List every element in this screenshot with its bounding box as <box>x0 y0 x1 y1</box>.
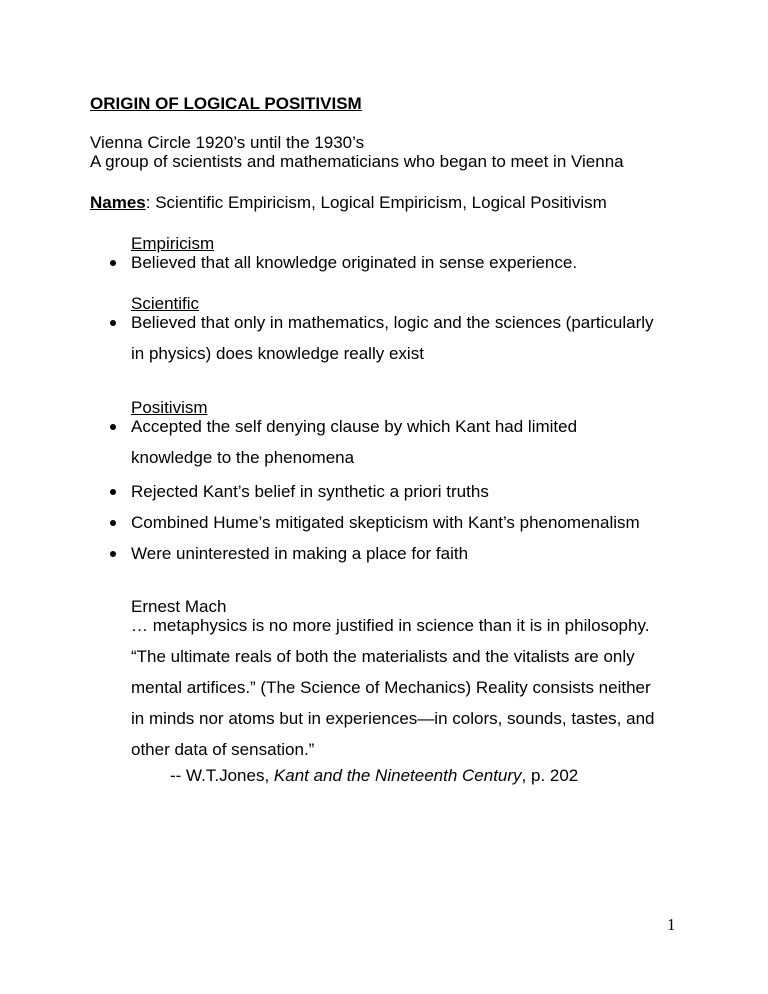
mach-quote-line-5: other data of sensation.” <box>131 740 315 759</box>
bullet-icon <box>110 489 116 495</box>
mach-quote-line-2: “The ultimate reals of both the materialists and the vitalists are only <box>131 647 635 666</box>
citation-prefix: -- W.T.Jones, <box>170 766 274 785</box>
intro-line-2: A group of scientists and mathematicians who began to meet in Vienna <box>90 152 624 171</box>
names-text: : Scientific Empiricism, Logical Empiricism, Logical Positivism <box>145 193 607 212</box>
citation <box>170 766 578 786</box>
names-label: Names <box>90 193 146 212</box>
positivism-heading: Positivism <box>131 398 208 417</box>
scientific-bullet-line-1: Believed that only in mathematics, logic and the sciences (particularly <box>131 313 654 332</box>
bullet-icon <box>110 320 116 326</box>
positivism-bullet-3: Combined Hume’s mitigated skepticism with Kant’s phenomenalism <box>131 513 640 532</box>
empiricism-heading: Empiricism <box>131 234 215 253</box>
names-line <box>90 193 607 213</box>
mach-quote-line-4: in minds nor atoms but in experiences—in colors, sounds, tastes, and <box>131 709 655 728</box>
bullet-icon <box>110 520 116 526</box>
intro-line-1: Vienna Circle 1920’s until the 1930’s <box>90 133 365 152</box>
bullet-icon <box>110 260 116 266</box>
citation-suffix: , p. 202 <box>521 766 579 785</box>
citation-book-title: Kant and the Nineteenth Century <box>273 766 522 785</box>
positivism-bullet-1-line-1: Accepted the self denying clause by which Kant had limited <box>131 417 578 436</box>
scientific-bullet-line-2: in physics) does knowledge really exist <box>131 344 424 363</box>
scientific-heading: Scientific <box>131 294 200 313</box>
bullet-icon <box>110 424 116 430</box>
mach-name: Ernest Mach <box>131 597 227 616</box>
empiricism-bullet: Believed that all knowledge originated in sense experience. <box>131 253 578 272</box>
positivism-bullet-4: Were uninterested in making a place for faith <box>131 544 469 563</box>
mach-quote-line-3: mental artifices.” (The Science of Mechanics) Reality consists neither <box>131 678 651 697</box>
positivism-bullet-2: Rejected Kant’s belief in synthetic a priori truths <box>131 482 489 501</box>
page-title: ORIGIN OF LOGICAL POSITIVISM <box>90 94 362 113</box>
bullet-icon <box>110 551 116 557</box>
positivism-bullet-1-line-2: knowledge to the phenomena <box>131 448 355 467</box>
page-number: 1 <box>667 915 676 934</box>
mach-quote-line-1: … metaphysics is no more justified in science than it is in philosophy. <box>131 616 650 635</box>
